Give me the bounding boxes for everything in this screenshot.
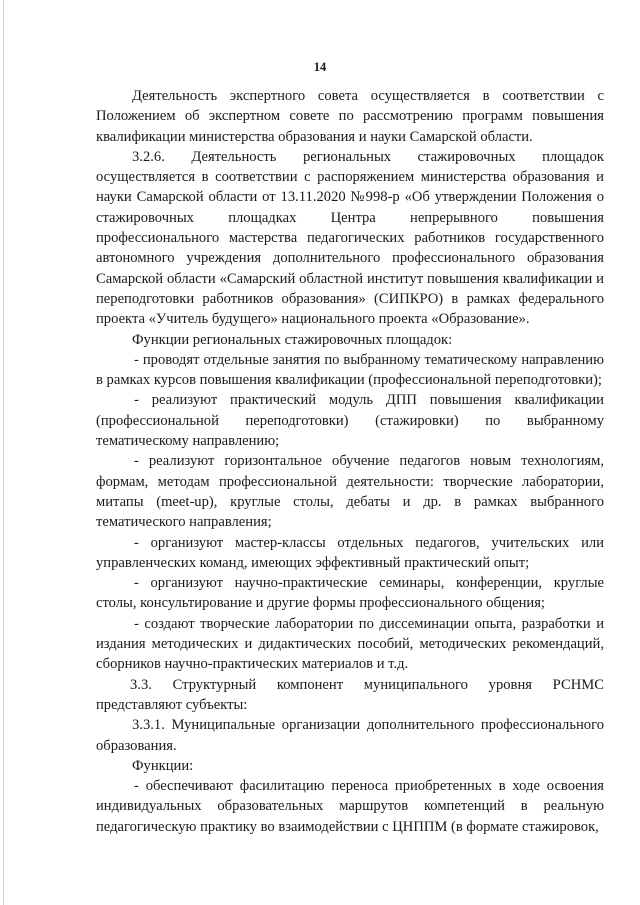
list-item-municipal-function-1: - обеспечивают фасилитацию переноса приобретенных в ходе освоения индивидуальных образовательных маршрутов компетенций в реальную педагогическую практику во взаимодействии с ЦНППМ (в формате стажировок,	[96, 778, 604, 835]
body-text	[96, 86, 604, 837]
section-3-3-word: РСНМС	[552, 676, 604, 693]
list-item-function-6: - создают творческие лаборатории по диссеминации опыта, разработки и издания методических и дидактических пособий, методических рекомендаций, сборников научно-практических материалов и т.д.	[96, 615, 604, 673]
list-item-function-4: - организуют мастер-классы отдельных педагогов, учительских или управленческих команд, имеющих эффективный практический опыт;	[96, 534, 604, 571]
section-3-3-heading-tail: представляют субъекты:	[96, 696, 248, 713]
section-3-3-word: 3.3.	[130, 676, 152, 693]
paragraph-functions-label: Функции:	[132, 757, 194, 774]
page-number: 14	[313, 60, 327, 74]
paragraph-3-3-1: 3.3.1. Муниципальные организации дополнительного профессионального образования.	[96, 717, 604, 754]
paragraph-3-2-6: 3.2.6. Деятельность региональных стажировочных площадок осуществляется в соответствии с распоряжением министерства образования и науки Самарской области от 13.11.2020 №998-р «Об утверждении Положения о стажировочных площадках Центра непрерывного повышения профессионального мастерства педагогических работников государственного автономного учреждения дополнительного профессионального образования Самарской области «Самарский областной институт повышения квалификации и переподготовки работников образования» (СИПКРО) в рамках федерального проекта «Учитель будущего» национального проекта «Образование».	[96, 148, 604, 328]
section-3-3-word: Структурный	[172, 676, 257, 693]
paragraph-expert-council: Деятельность экспертного совета осуществляется в соответствии с Положением об экспертном совете по рассмотрению программ повышения квалификации министерства образования и науки Самарской области.	[96, 88, 604, 145]
scan-edge-line	[3, 0, 4, 905]
section-3-3-word: уровня	[488, 676, 532, 693]
list-item-function-2: - реализуют практический модуль ДПП повышения квалификации (профессиональной переподготовки) (стажировки) по выбранному тематическому направлению;	[96, 392, 604, 450]
section-3-3-word: муниципального	[363, 676, 468, 693]
list-item-function-5: - организуют научно-практические семинары, конференции, круглые столы, консультирование и другие формы профессионального общения;	[96, 575, 604, 612]
section-3-3-heading	[96, 675, 604, 695]
list-item-function-1: - проводят отдельные занятия по выбранному тематическому направлению в рамках курсов повышения квалификации (профессиональной переподготовки);	[96, 351, 604, 389]
list-item-function-3: - реализуют горизонтальное обучение педагогов новым технологиям, формам, методам профессиональной деятельности: творческие лаборатории, митапы (meet-up), круглые столы, дебаты и др. в рамках выбранного тематического направления;	[96, 453, 604, 531]
section-3-3-word: компонент	[276, 676, 344, 693]
paragraph-functions-heading: Функции региональных стажировочных площадок:	[132, 331, 453, 348]
